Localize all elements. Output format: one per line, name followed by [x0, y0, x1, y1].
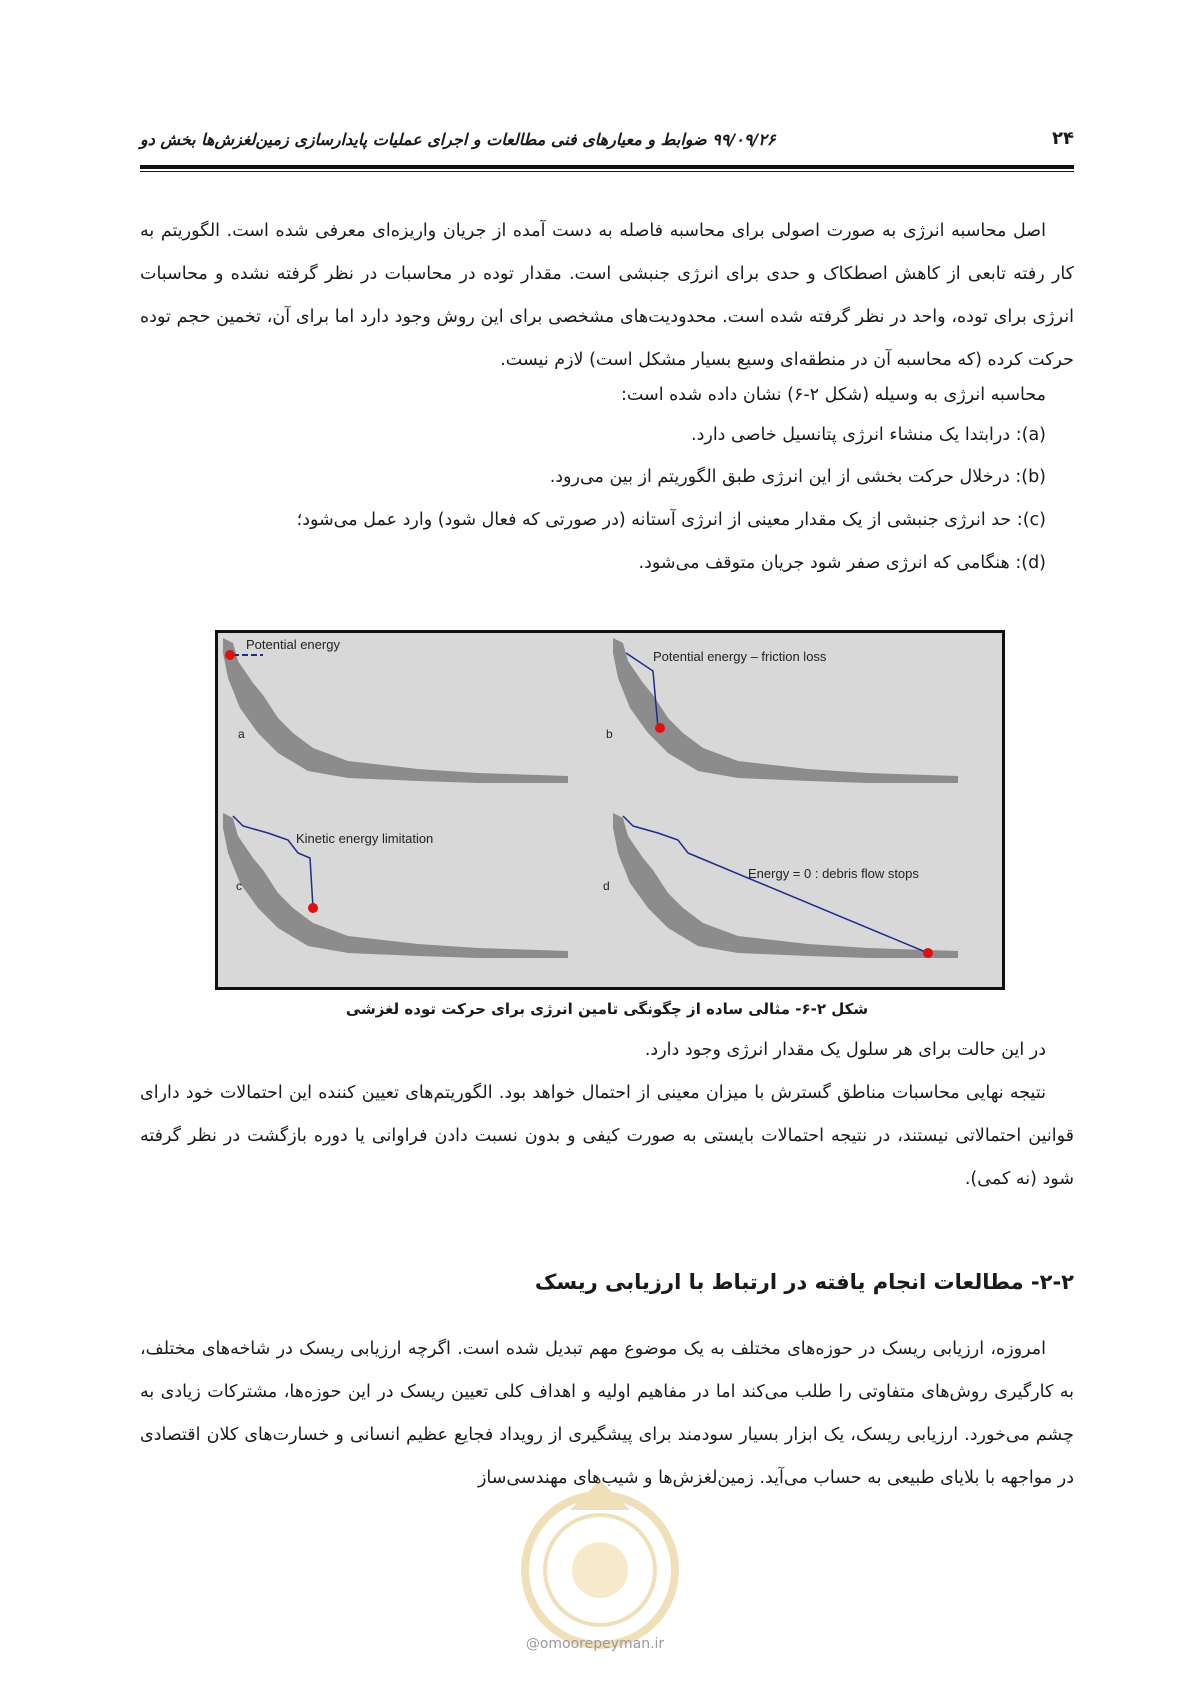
- list-item-a: (a): درابتدا یک منشاء انرژی پتانسیل خاصی دارد.: [691, 425, 1046, 445]
- panel-c: [223, 813, 568, 958]
- figure-caption: شکل ۲-۶- مثالی ساده از چگونگی تامین انرژی برای حرکت توده لغزشی: [345, 1000, 869, 1018]
- energy-figure-svg: [218, 633, 1002, 987]
- panel-b: [606, 638, 958, 783]
- panel-d: [603, 813, 958, 958]
- paragraph-figure-intro: محاسبه انرژی به وسیله (شکل ۲-۶) نشان داده شده است:: [620, 385, 1046, 405]
- energy-dot-a: [225, 650, 235, 660]
- paragraph-probability: نتیجه نهایی محاسبات مناطق گسترش با میزان معینی از احتمال خواهد بود. الگوریتم‌های تعیین کننده این احتمالات خود دارای قوانین احتمالاتی نیستند، در نتیجه احتمالات بایستی به صورت کیفی و بدون نسبت دادن فراوانی یا دوره بازگشت در نظر گرفته شود (نه کمی).: [140, 1083, 1074, 1189]
- header-rule: [140, 165, 1074, 169]
- energy-dot-d: [923, 948, 933, 958]
- slope-shape-a: [223, 638, 568, 783]
- list-item-b: (b): درخلال حرکت بخشی از این انرژی طبق الگوریتم از بین می‌رود.: [549, 467, 1046, 487]
- watermark-url: @omoorepeyman.ir: [525, 1636, 665, 1652]
- energy-dot-b: [655, 723, 665, 733]
- header-rule-thin: [140, 171, 1074, 172]
- panel-a: [223, 637, 568, 783]
- panel-letter-a: a: [238, 727, 245, 741]
- page-number: ۲۴: [1052, 128, 1074, 149]
- list-item-d: (d): هنگامی که انرژی صفر شود جریان متوقف می‌شود.: [638, 553, 1046, 573]
- energy-dot-c: [308, 903, 318, 913]
- energy-line-d: [623, 816, 928, 953]
- paragraph-energy-principle: اصل محاسبه انرژی به صورت اصولی برای محاسبه فاصله به دست آمده از جریان واریزه‌ای معرفی شده است. الگوریتم به کار رفته تابعی از کاهش اصطکاک و حدی برای انرژی جنبشی است. مقدار توده در محاسبات در نظر گرفته نشده و محاسبات انرژی برای توده، واحد در نظر گرفته شده است. محدودیت‌های مشخصی برای این روش وجود دارد اما برای آن، تخمین حجم توده حرکت کرده (که محاسبه آن در منطقه‌ای وسیع بسیار مشکل است) لازم نیست.: [140, 221, 1074, 370]
- section-heading: ۲-۲- مطالعات انجام یافته در ارتباط با ارزیابی ریسک: [534, 1270, 1074, 1294]
- paragraph-cell-energy: در این حالت برای هر سلول یک مقدار انرژی وجود دارد.: [644, 1040, 1046, 1060]
- list-item-c: (c): حد انرژی جنبشی از یک مقدار معینی از انرژی آستانه (در صورتی که فعال شود) وارد عمل می‌شود؛: [296, 510, 1046, 530]
- panel-letter-c: c: [236, 879, 242, 893]
- panel-label-a: Potential energy: [246, 637, 340, 652]
- panel-letter-d: d: [603, 879, 610, 893]
- panel-letter-b: b: [606, 727, 613, 741]
- running-title: ۹۹/۰۹/۲۶ ضوابط و معیارهای فنی مطالعات و اجرای عملیات پایدارسازی زمین‌لغزش‌ها بخش دو: [140, 130, 776, 149]
- energy-figure: [215, 630, 1005, 990]
- paragraph-risk-assessment: امروزه، ارزیابی ریسک در حوزه‌های مختلف به یک موضوع مهم تبدیل شده است. اگرچه ارزیابی ریسک در شاخه‌های مختلف، به کارگیری روش‌های متفاوتی را طلب می‌کند اما در مفاهیم اولیه و اهداف کلی تعیین ریسک در این حوزه‌ها، مشترکات زیادی به چشم می‌خورد. ارزیابی ریسک، یک ابزار بسیار سودمند برای پیشگیری از رویداد فجایع عظیم انسانی و خسارت‌های کلان اقتصادی در مواجهه با بلایای طبیعی به حساب می‌آید. زمین‌لغزش‌ها و شیب‌های مهندسی‌ساز: [140, 1339, 1074, 1488]
- panel-label-c: Kinetic energy limitation: [296, 831, 434, 846]
- panel-label-b: Potential energy – friction loss: [653, 649, 827, 664]
- panel-label-d: Energy = 0 : debris flow stops: [748, 866, 919, 881]
- page-header: [140, 128, 1074, 158]
